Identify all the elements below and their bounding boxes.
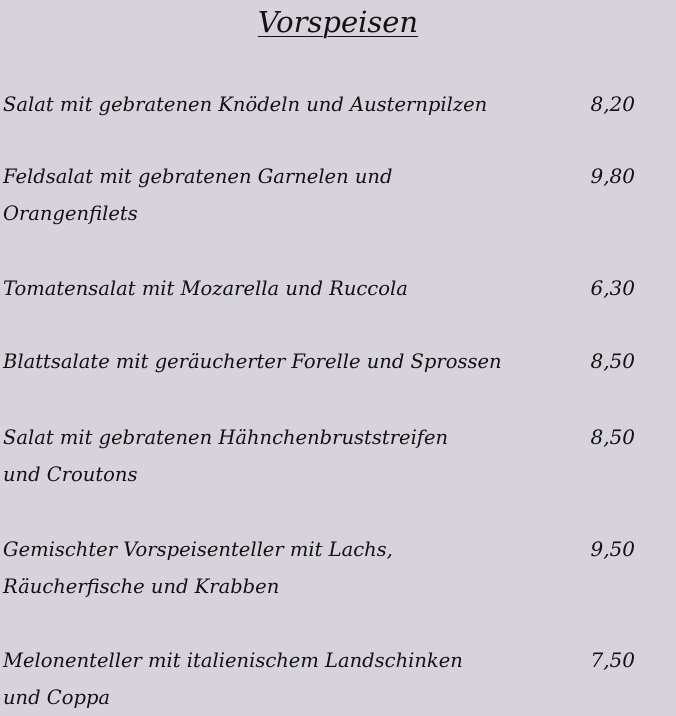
menu-item-name-line: Tomatensalat mit Mozarella und Ruccola [3,277,408,300]
menu-item-name [3,419,523,493]
menu-item-price: 8,50 [590,425,635,449]
menu-item-price: 8,20 [590,92,635,116]
menu-item [3,158,663,232]
menu-item-price: 9,80 [590,164,635,188]
menu-item-price: 7,50 [590,648,635,672]
menu-item-name-line: Feldsalat mit gebratenen Garnelen und [3,165,393,188]
menu-item-name [3,642,523,716]
menu-item [3,531,663,605]
menu-item [3,86,663,123]
menu-item-price: 6,30 [590,276,635,300]
menu-item-name [3,158,523,232]
menu-item-name [3,86,523,123]
menu-item-name-line: Räucherfische und Krabben [3,575,280,598]
menu-item-name-line: und Croutons [3,463,138,486]
menu-item-name-line: Melonenteller mit italienischem Landschinken [3,649,463,672]
menu-item-name-line: Salat mit gebratenen Knödeln und Austernpilzen [3,93,488,116]
menu-item-name-line: Salat mit gebratenen Hähnchenbruststreifen [3,426,449,449]
menu-item-price: 9,50 [590,537,635,561]
menu-item-name-line: Gemischter Vorspeisenteller mit Lachs, [3,538,393,561]
menu-item-name-line: Orangenfilets [3,202,138,225]
menu-item [3,270,663,307]
menu-item-price: 8,50 [590,349,635,373]
menu-item-name [3,531,523,605]
menu-item-name-line: Blattsalate mit geräucherter Forelle und Sprossen [3,350,502,373]
menu-item [3,343,663,380]
menu-item [3,419,663,493]
menu-title: Vorspeisen [257,5,419,39]
menu-item [3,642,663,716]
menu-item-name-line: und Coppa [3,686,111,709]
menu-item-name [3,343,523,380]
menu-item-name [3,270,523,307]
